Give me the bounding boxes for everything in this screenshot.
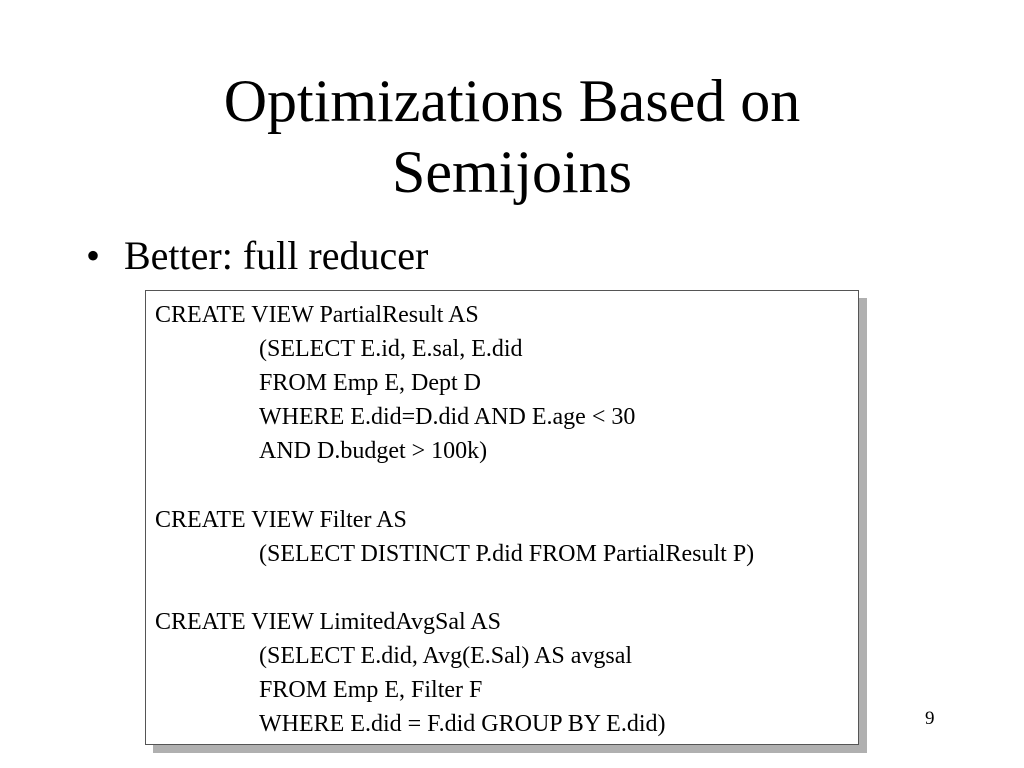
page-number: 9 [925, 708, 935, 729]
code-line: FROM Emp E, Dept D [259, 370, 481, 396]
slide-title [0, 66, 1024, 208]
bullet-dot-icon: • [86, 233, 101, 278]
bullet-item [86, 232, 428, 280]
code-line: CREATE VIEW LimitedAvgSal AS [155, 609, 501, 635]
code-line: FROM Emp E, Filter F [259, 677, 483, 703]
slide-title-line-1: Optimizations Based on [223, 68, 801, 134]
code-line: WHERE E.did=D.did AND E.age < 30 [259, 404, 636, 430]
code-line: CREATE VIEW Filter AS [155, 507, 407, 533]
code-line: AND D.budget > 100k) [259, 438, 488, 464]
slide-title-line-2: Semijoins [391, 139, 633, 205]
code-line: (SELECT E.did, Avg(E.Sal) AS avgsal [259, 643, 633, 669]
bullet-text: Better: full reducer [124, 233, 429, 278]
code-line: (SELECT E.id, E.sal, E.did [259, 336, 523, 362]
code-line: CREATE VIEW PartialResult AS [155, 302, 479, 328]
code-box [145, 290, 859, 745]
code-line: WHERE E.did = F.did GROUP BY E.did) [259, 711, 666, 737]
code-line: (SELECT DISTINCT P.did FROM PartialResult P) [259, 541, 755, 567]
